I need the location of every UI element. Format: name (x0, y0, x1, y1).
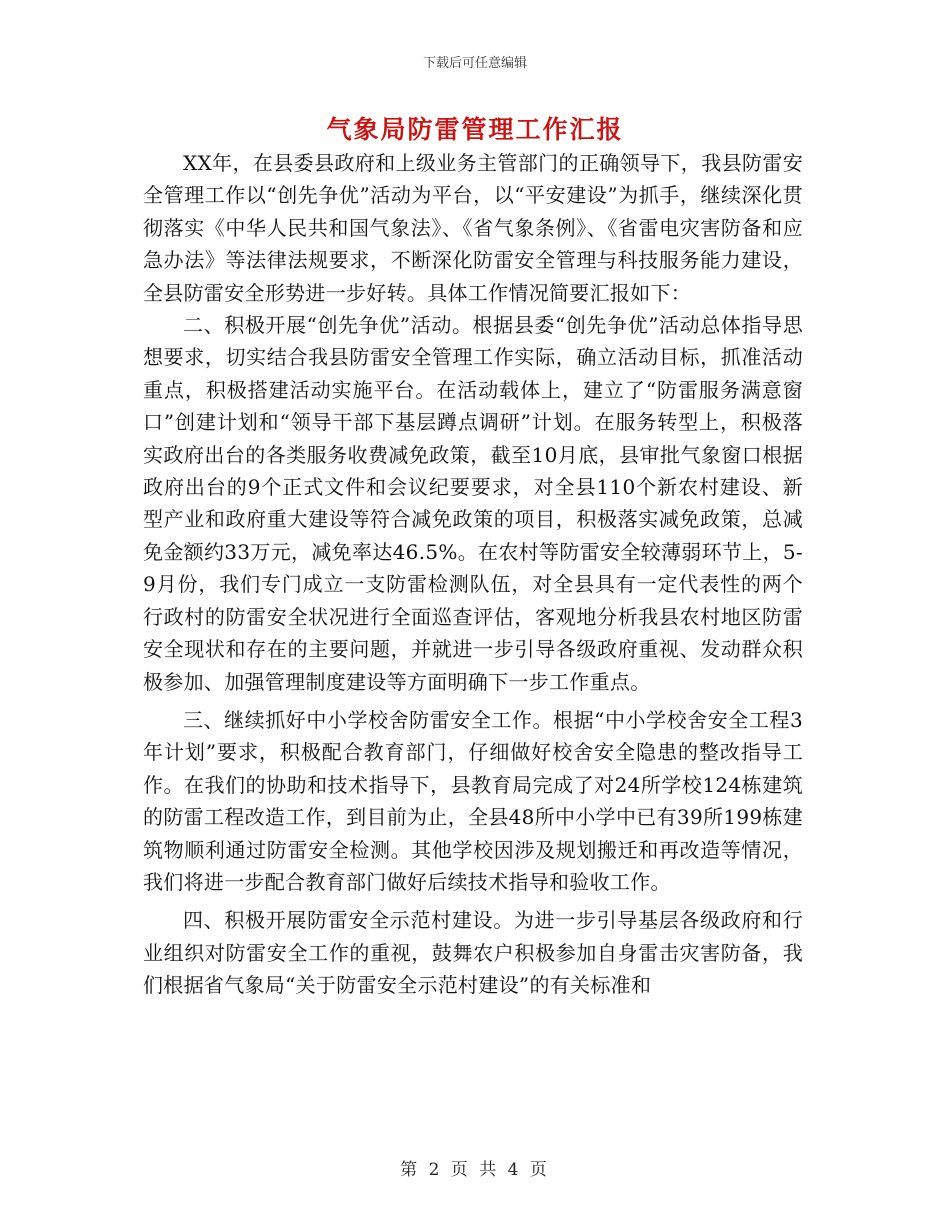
page-number-footer: 第 2 页 共 4 页 (400, 1160, 550, 1180)
page-header-note: 下载后可任意编辑 (422, 56, 527, 71)
paragraph-section-4: 四、积极开展防雷安全示范村建设。为进一步引导基层各级政府和行业组织对防雷安全工作的重视，鼓舞农户积极参加自身雷击灾害防备，我们根据省气象局“关于防雷安全示范村建设”的有关标准和 (143, 908, 803, 998)
paragraph-intro: XX年，在县委县政府和上级业务主管部门的正确领导下，我县防雷安全管理工作以“创先争优”活动为平台，以“平安建设”为抓手，继续深化贯彻落实《中华人民共和国气象法》、《省气象条例》、《省雷电灾害防备和应急办法》等法律法规要求，不断深化防雷安全管理与科技服务能力建设，全县防雷安全形势进一步好转。具体工作情况简要汇报如下： (143, 151, 803, 305)
document-title: 气象局防雷管理工作汇报 (326, 115, 624, 144)
paragraph-section-3: 三、继续抓好中小学校舍防雷安全工作。根据“中小学校舍安全工程3年计划”要求，积极配合教育部门，仔细做好校舍安全隐患的整改指导工作。在我们的协助和技术指导下，县教育局完成了对24所学校124栋建筑的防雷工程改造工作，到目前为止，全县48所中小学中已有39所199栋建筑物顺利通过防雷安全检测。其他学校因涉及规划搬迁和再改造等情况，我们将进一步配合教育部门做好后续技术指导和验收工作。 (143, 707, 803, 894)
paragraph-section-2: 二、积极开展“创先争优”活动。根据县委“创先争优”活动总体指导思想要求，切实结合我县防雷安全管理工作实际，确立活动目标，抓准活动重点，积极搭建活动实施平台。在活动载体上，建立了“防雷服务满意窗口”创建计划和“领导干部下基层蹲点调研”计划。在服务转型上，积极落实政府出台的各类服务收费减免政策，截至10月底，县审批气象窗口根据政府出台的9个正式文件和会议纪要要求，对全县110个新农村建设、新型产业和政府重大建设等符合减免政策的项目，积极落实减免政策，总减免金额约33万元，减免率达46.5%。在农村等防雷安全较薄弱环节上，5-9月份，我们专门成立一支防雷检测队伍，对全县具有一定代表性的两个行政村的防雷安全状况进行全面巡查评估，客观地分析我县农村地区防雷安全现状和存在的主要问题，并就进一步引导各级政府重视、发动群众积极参加、加强管理制度建设等方面明确下一步工作重点。 (143, 313, 803, 694)
document-body (143, 147, 803, 1002)
